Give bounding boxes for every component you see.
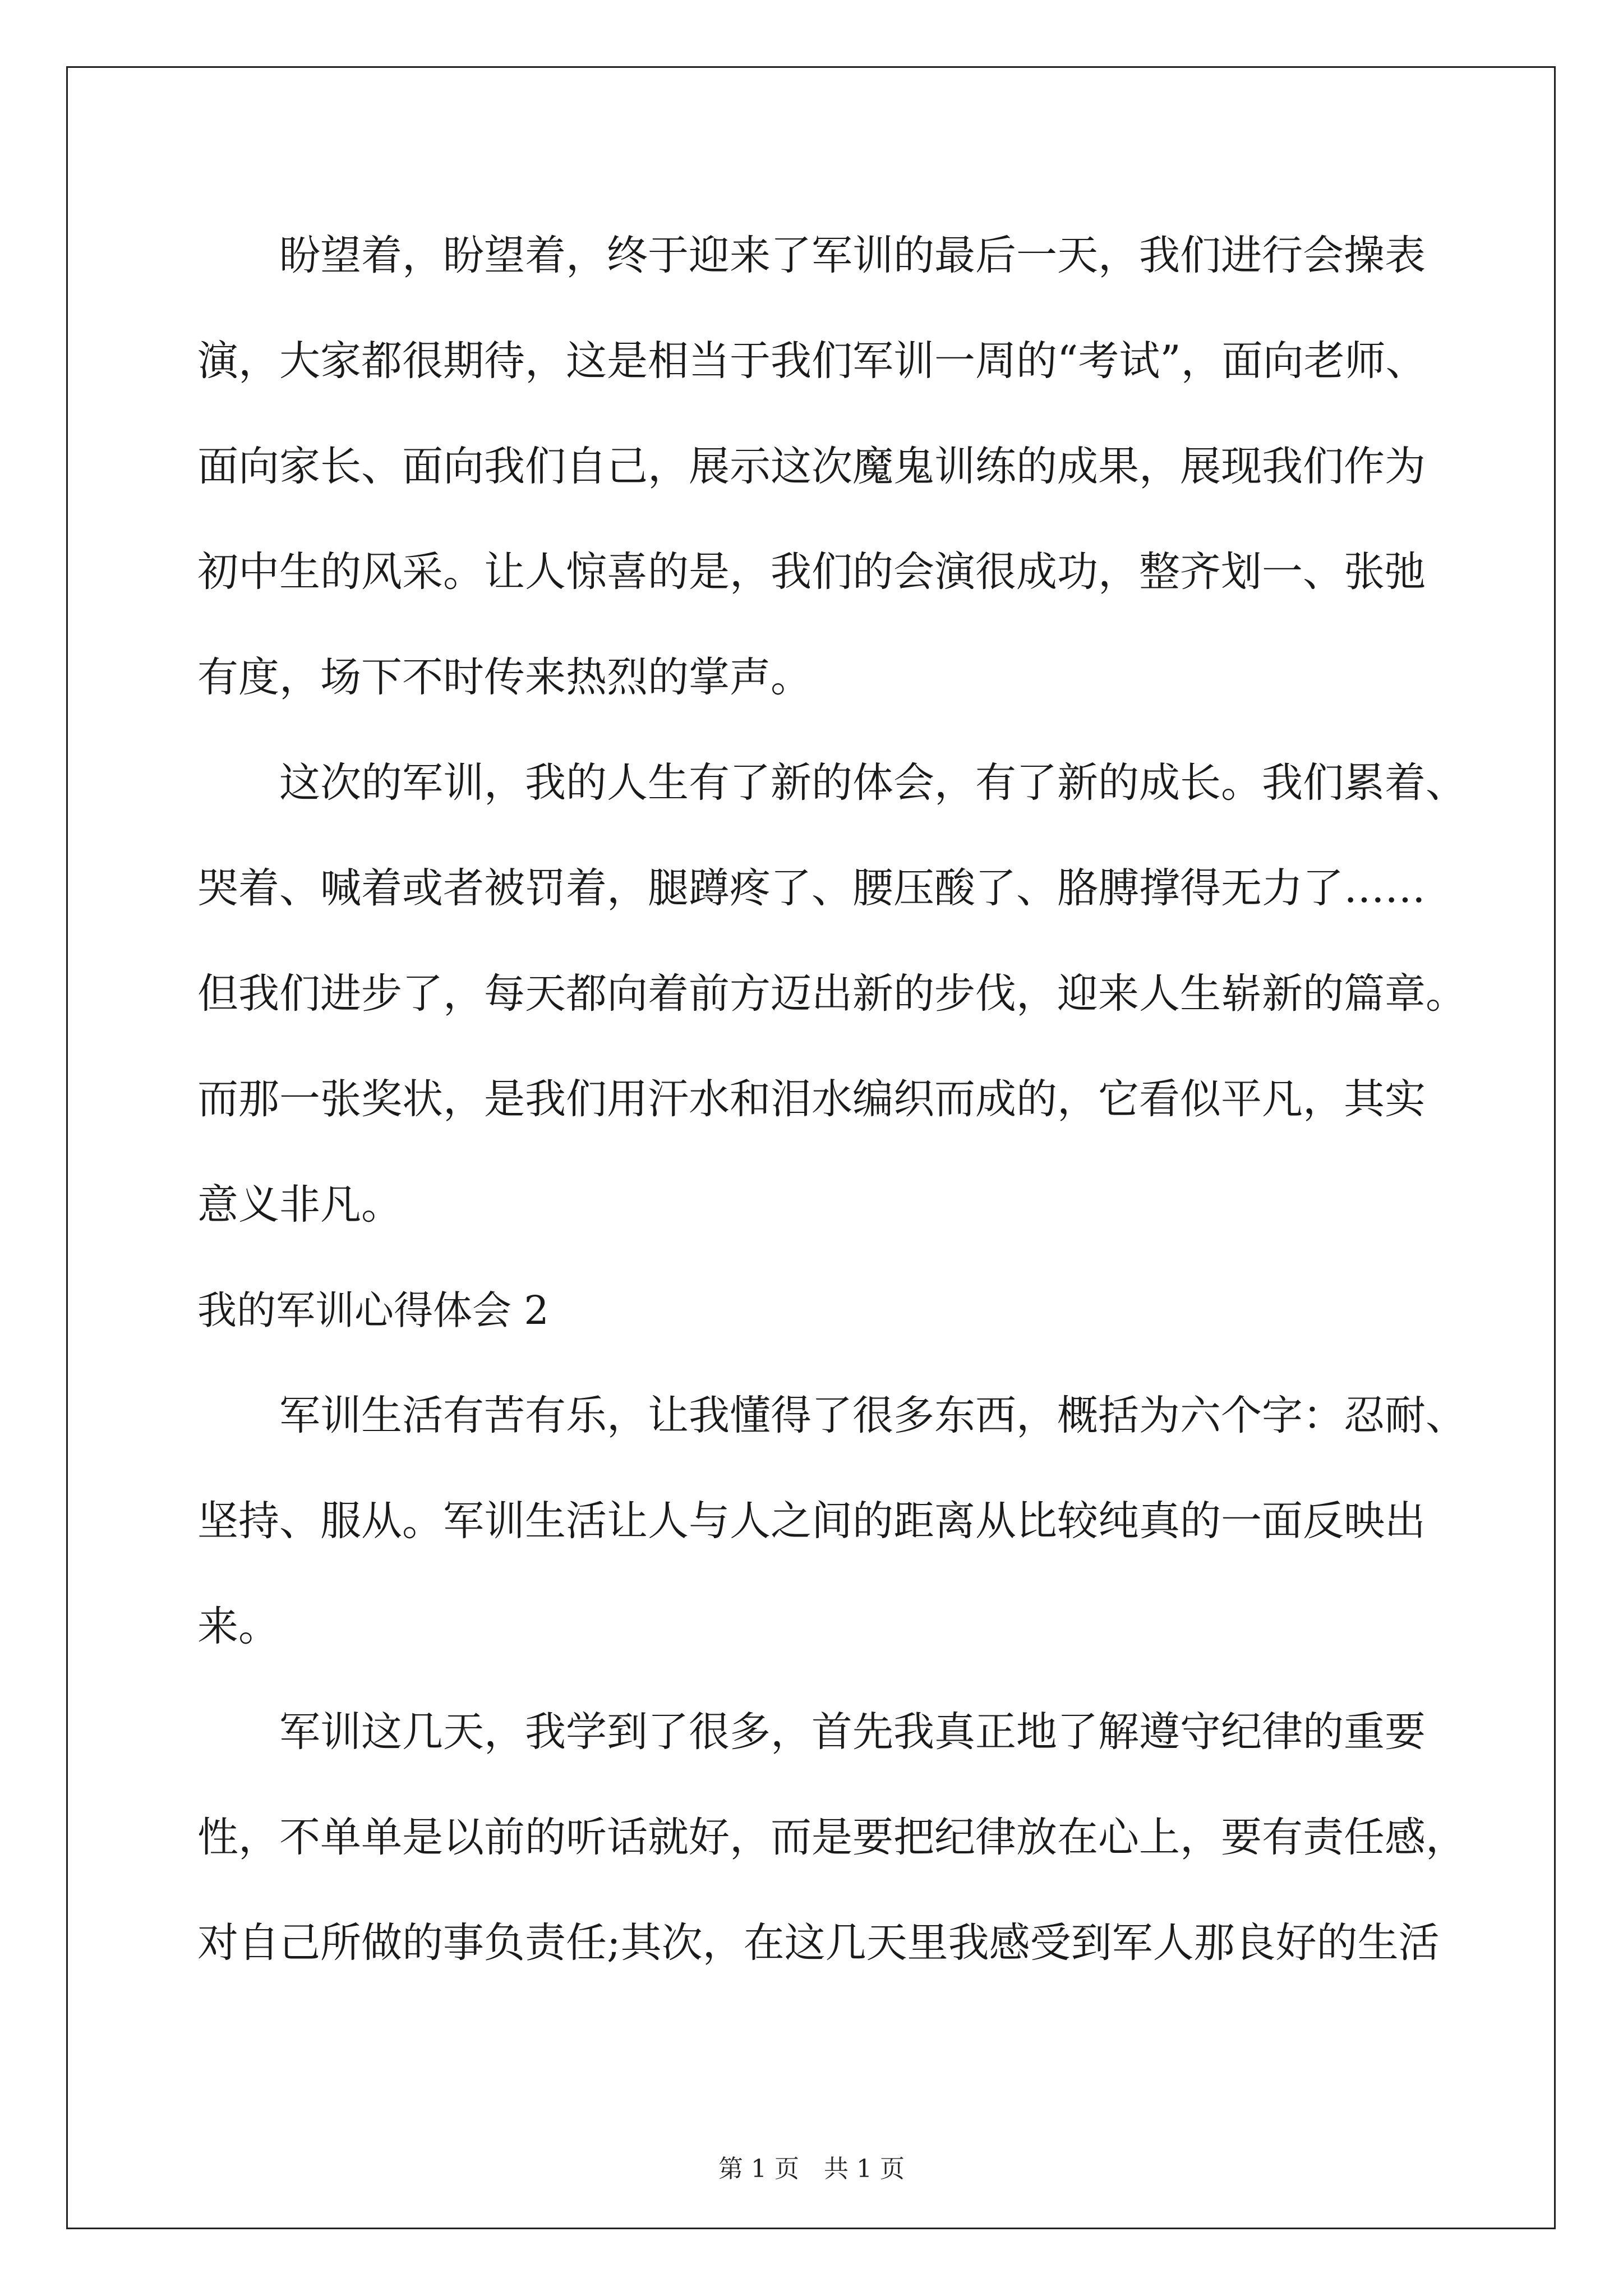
- paragraph-3-line-1: 军训生活有苦有乐，让我懂得了很多东西，概括为六个字：忍耐、: [279, 1392, 1467, 1439]
- paragraph-2-line-2: 哭着、喊着或者被罚着，腿蹲疼了、腰压酸了、胳膊撑得无力了……: [197, 864, 1426, 912]
- page-number-footer: 第 1 页 共 1 页: [718, 2155, 905, 2183]
- document-body: [197, 203, 1467, 1996]
- paragraph-1-line-4: 初中生的风采。让人惊喜的是，我们的会演很成功，整齐划一、张弛: [197, 548, 1426, 596]
- paragraph-2-line-5: 意义非凡。: [197, 1181, 402, 1228]
- paragraph-1-line-2: 演，大家都很期待，这是相当于我们军训一周的“考试”，面向老师、: [197, 337, 1427, 385]
- paragraph-3-line-3: 来。: [197, 1603, 279, 1650]
- section-heading: 我的军训心得体会 2: [197, 1287, 549, 1333]
- paragraph-3-line-2: 坚持、服从。军训生活让人与人之间的距离从比较纯真的一面反映出: [197, 1497, 1426, 1545]
- paragraph-2-line-4: 而那一张奖状，是我们用汗水和泪水编织而成的，它看似平凡，其实: [197, 1075, 1426, 1123]
- paragraph-4-line-1: 军训这几天，我学到了很多，首先我真正地了解遵守纪律的重要: [279, 1708, 1426, 1756]
- paragraph-1-line-1: 盼望着，盼望着，终于迎来了军训的最后一天，我们进行会操表: [279, 232, 1426, 279]
- paragraph-2-line-3: 但我们进步了，每天都向着前方迈出新的步伐，迎来人生崭新的篇章。: [197, 970, 1467, 1018]
- paragraph-1-line-3: 面向家长、面向我们自己，展示这次魔鬼训练的成果，展现我们作为: [197, 443, 1426, 490]
- paragraph-4-line-3: 对自己所做的事负责任;其次，在这几天里我感受到军人那良好的生活: [197, 1919, 1440, 1967]
- paragraph-2-line-1: 这次的军训，我的人生有了新的体会，有了新的成长。我们累着、: [279, 759, 1467, 807]
- paragraph-1-line-5: 有度，场下不时传来热烈的掌声。: [197, 654, 811, 701]
- paragraph-4-line-2: 性，不单单是以前的听话就好，而是要把纪律放在心上，要有责任感，: [197, 1814, 1467, 1861]
